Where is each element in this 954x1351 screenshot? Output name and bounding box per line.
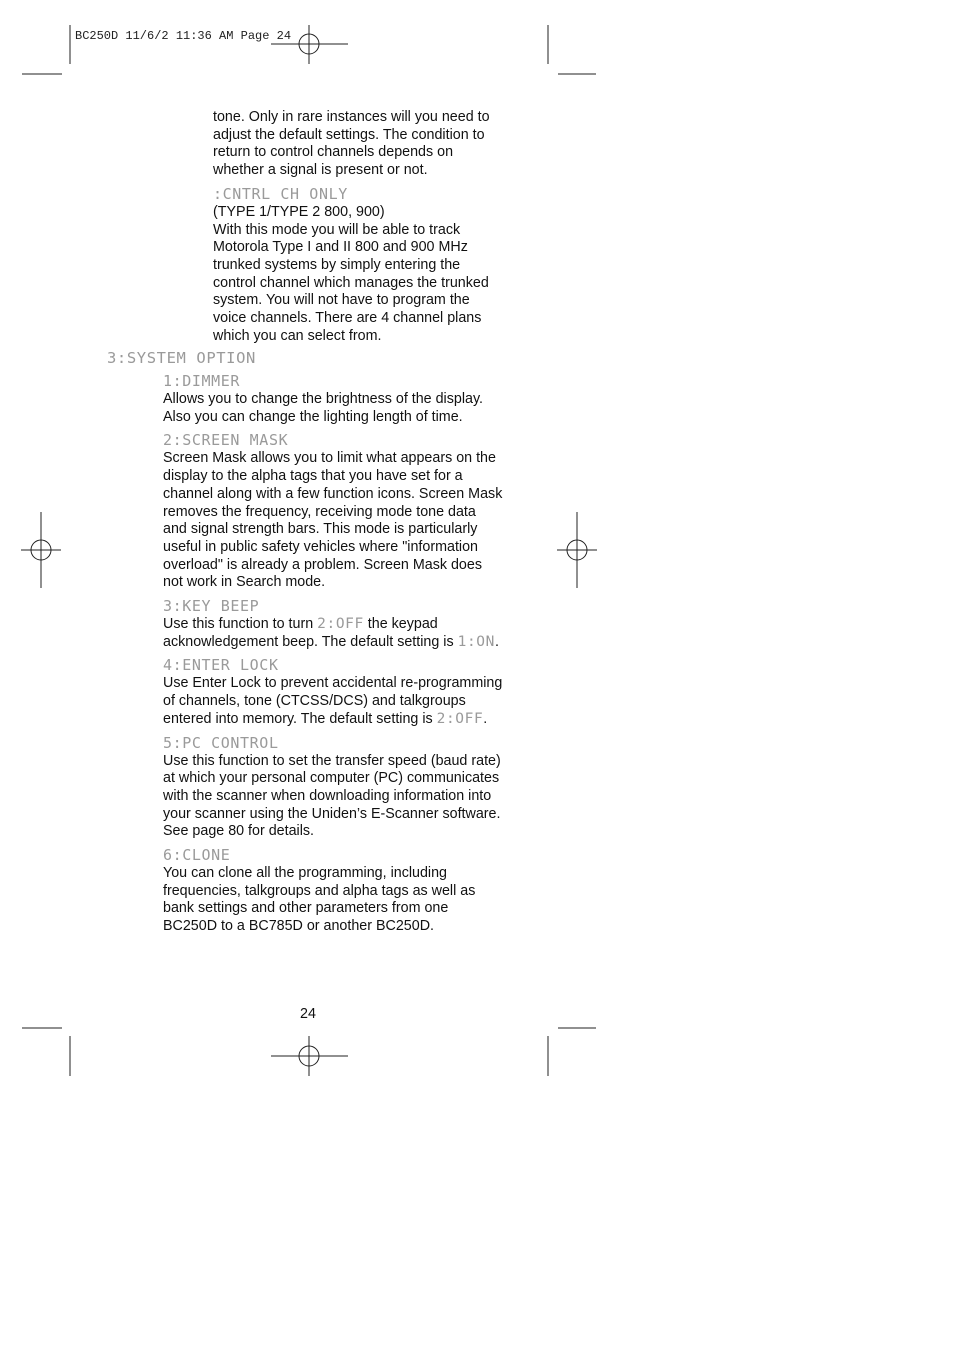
key-beep-heading: 3:KEY BEEP bbox=[163, 597, 260, 616]
enter-lock-line: of channels, tone (CTCSS/DCS) and talkgroups bbox=[163, 693, 466, 710]
system-option-heading: 3:SYSTEM OPTION bbox=[107, 349, 256, 367]
registration-mark-top bbox=[271, 25, 348, 64]
dimmer-line: Allows you to change the brightness of the display. bbox=[163, 391, 484, 407]
print-slug-line: BC250D 11/6/2 11:36 AM Page 24 bbox=[75, 29, 292, 43]
clone-line: BC250D to a BC785D or another BC250D. bbox=[163, 918, 434, 935]
clone-heading: 6:CLONE bbox=[163, 846, 231, 865]
cntrl-line: trunked systems by simply entering the bbox=[213, 256, 461, 273]
dimmer-line: Also you can change the lighting length of time. bbox=[163, 408, 463, 425]
enter-lock-line: Use Enter Lock to prevent accidental re-programming bbox=[163, 675, 503, 692]
intro-line: tone. Only in rare instances will you need to bbox=[213, 109, 490, 125]
pc-control-heading: 5:PC CONTROL bbox=[163, 733, 279, 752]
screen-mask-line: Screen Mask allows you to limit what appears on the bbox=[163, 450, 496, 467]
pc-control-line: Use this function to set the transfer speed (baud rate) bbox=[163, 752, 501, 769]
intro-line: return to control channels depends on bbox=[213, 144, 454, 161]
intro-line: whether a signal is present or not. bbox=[213, 162, 428, 179]
lcd-value-off: 2:OFF bbox=[317, 616, 364, 633]
dimmer-heading: 1:DIMMER bbox=[163, 372, 241, 390]
cntrl-line: voice channels. There are 4 channel plans bbox=[213, 310, 482, 327]
cntrl-line: which you can select from. bbox=[213, 327, 382, 344]
lcd-value-on: 1:ON bbox=[457, 633, 495, 650]
registration-mark-bottom bbox=[271, 1036, 348, 1076]
clone-line: You can clone all the programming, including bbox=[163, 865, 447, 882]
registration-mark-right bbox=[557, 512, 597, 588]
clone-line: frequencies, talkgroups and alpha tags as well as bbox=[163, 882, 476, 899]
screen-mask-line: not work in Search mode. bbox=[163, 574, 326, 591]
cntrl-line: (TYPE 1/TYPE 2 800, 900) bbox=[213, 203, 385, 220]
cntrl-line: Motorola Type I and II 800 and 900 MHz bbox=[213, 239, 468, 256]
page-number: 24 bbox=[300, 1006, 316, 1022]
registration-mark-left bbox=[21, 512, 61, 588]
lcd-value-off: 2:OFF bbox=[436, 710, 484, 727]
screen-mask-line: removes the frequency, receiving mode tone data bbox=[163, 503, 476, 520]
screen-mask-line: channel along with a few function icons. Screen Mask bbox=[163, 485, 503, 502]
screen-mask-line: and signal strength bars. This mode is particularly bbox=[163, 521, 478, 538]
key-beep-line: Use this function to turn 2:OFF the keypad bbox=[163, 616, 438, 633]
pc-control-line: at which your personal computer (PC) communicates bbox=[163, 770, 500, 787]
pc-control-line: your scanner using the Uniden’s E-Scanner software. bbox=[163, 805, 501, 822]
cntrl-ch-only-heading: :CNTRL CH ONLY bbox=[213, 184, 348, 203]
cntrl-line: With this mode you will be able to track bbox=[213, 221, 461, 238]
screen-mask-heading: 2:SCREEN MASK bbox=[163, 431, 289, 450]
screen-mask-line: display to the alpha tags that you have set for a bbox=[163, 468, 463, 485]
intro-line: adjust the default settings. The condition to bbox=[213, 126, 485, 143]
cntrl-line: system. You will not have to program the bbox=[213, 292, 470, 309]
intro-paragraph bbox=[213, 109, 490, 345]
cntrl-line: control channel which manages the trunked bbox=[213, 274, 489, 291]
key-beep-line: acknowledgement beep. The default setting is 1:ON. bbox=[163, 633, 499, 650]
clone-line: bank settings and other parameters from one bbox=[163, 900, 449, 917]
screen-mask-line: useful in public safety vehicles where "information bbox=[163, 538, 478, 555]
enter-lock-heading: 4:ENTER LOCK bbox=[163, 656, 279, 675]
pc-control-line: with the scanner when downloading information into bbox=[163, 787, 492, 804]
screen-mask-line: overload" is already a problem. Screen Mask does bbox=[163, 556, 482, 573]
pc-control-line: See page 80 for details. bbox=[163, 823, 315, 840]
enter-lock-line: entered into memory. The default setting is 2:OFF. bbox=[163, 710, 488, 727]
system-option-section bbox=[163, 371, 502, 936]
